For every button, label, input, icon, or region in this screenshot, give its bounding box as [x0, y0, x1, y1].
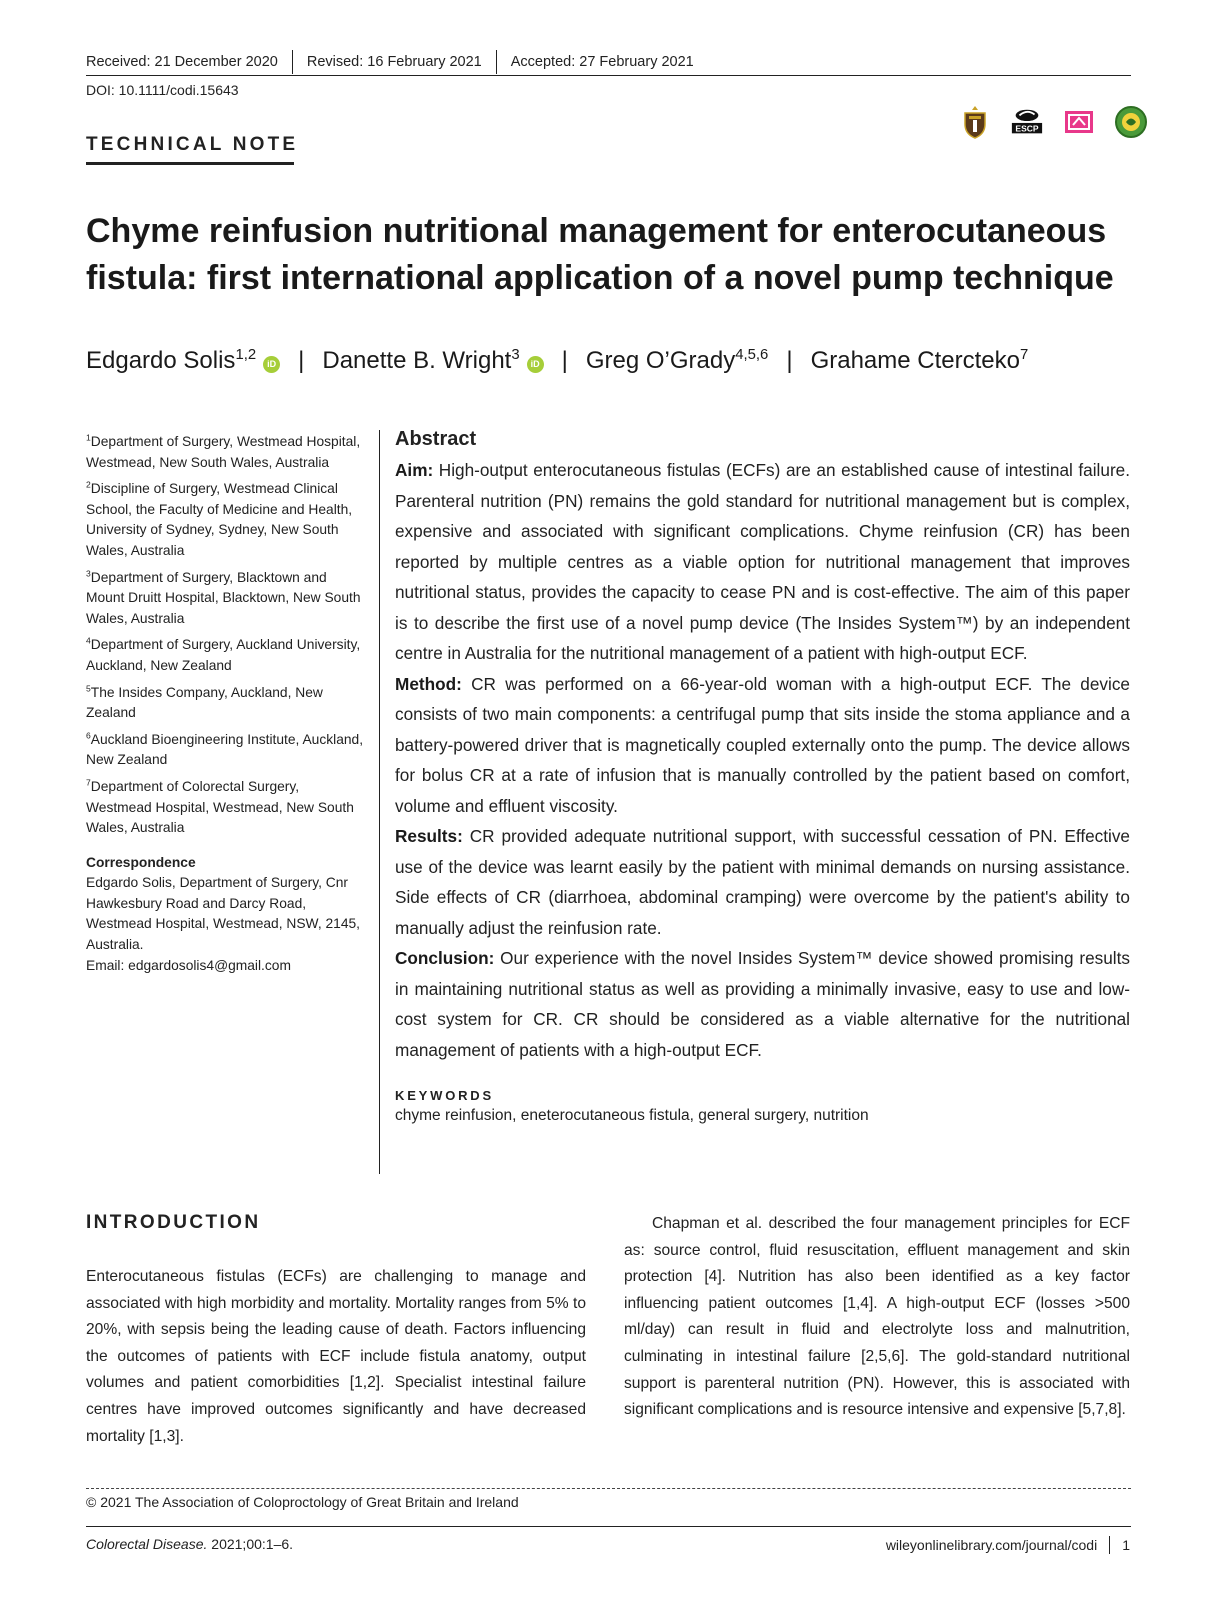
affiliation: $^6$Auckland Bioengineering Institute, Auckland, New Zealand — [86, 730, 364, 768]
escp-logo-text: ESCP — [1015, 123, 1039, 134]
affiliation: $^7$Department of Colorectal Surgery, Westmead Hospital, Westmead, New South Wales, Australia — [86, 777, 354, 836]
citation: Colorectal Disease. 2021;00:1–6. — [86, 1536, 294, 1552]
journal-url[interactable]: wileyonlinelibrary.com/journal/codi — [885, 1537, 1098, 1553]
doi[interactable]: DOI: 10.1111/codi.15643 — [86, 82, 239, 98]
green-society-logo-icon — [1114, 104, 1148, 140]
divider — [292, 50, 293, 74]
footer-rule — [86, 1526, 1131, 1527]
author-separator: | — [786, 347, 793, 374]
affiliations — [86, 432, 366, 976]
page-number: 1 — [1122, 1537, 1130, 1553]
abstract-heading: Abstract — [395, 428, 477, 450]
society-logos — [958, 104, 1148, 140]
article-title: Chyme reinfusion nutritional management for enterocutaneous fistula: first international application of a novel pump technique — [86, 212, 1114, 297]
crest-logo-icon — [958, 104, 992, 140]
affiliation: $^5$The Insides Company, Auckland, New Zealand — [86, 683, 323, 721]
author[interactable]: Grahame Ctercteko$^7$ — [810, 346, 1029, 374]
affiliation: $^1$Department of Surgery, Westmead Hospital, Westmead, New South Wales, Australia — [86, 432, 361, 470]
author[interactable]: Edgardo Solis$^{1,2}$iD — [86, 347, 280, 375]
correspondence-heading: Correspondence — [86, 854, 196, 870]
footnote-rule — [86, 1488, 1131, 1489]
header-rule — [86, 75, 1131, 76]
received-date: Received: 21 December 2020 — [86, 54, 278, 70]
pink-society-logo-icon — [1062, 104, 1096, 140]
keywords-heading: KEYWORDS — [395, 1088, 494, 1103]
intro-paragraph-1: Enterocutaneous fistulas (ECFs) are challenging to manage and associated with high morbidity and mortality. Mortality ranges from 5% to 20%, with sepsis being the leading cause of death. Factors influencing the outcomes of patients with ECF include fistula anatomy, output volumes and patient comorbidities [1,2]. Specialist intestinal failure centres have improved outcomes significantly and have decreased mortality [1,3]. — [86, 1268, 586, 1445]
abstract-results: Results: CR provided adequate nutritional support, with successful cessation of PN. Effective use of the device was learnt easily by the patient with minimal demands on nursing assistance. Side effects of CR (diarrhoea, abdominal cramping) were overcome by the patient's ability to manually adjust the reinfusion rate. — [395, 826, 1130, 938]
intro-paragraph-2: Chapman et al. described the four management principles for ECF as: source control, fluid resuscitation, effluent management and skin protection [4]. Nutrition has also been identified as a key factor influencing patient outcomes [1,4]. A high-output ECF (losses >500 ml/day) can result in fluid and electrolyte loss and malnutrition, culminating in intestinal failure [2,5,6]. The gold-standard nutritional support is parenteral nutrition (PN). However, this is associated with significant complications and is resource intensive and expensive [5,7,8]. — [624, 1215, 1130, 1419]
orcid-icon[interactable]: iD — [527, 356, 544, 373]
divider — [496, 50, 497, 74]
affiliation: $^2$Discipline of Surgery, Westmead Clinical School, the Faculty of Medicine and Health, University of Sydney, Sydney, New South Wales, Australia — [86, 479, 353, 558]
divider — [1109, 1536, 1110, 1554]
author[interactable]: Danette B. Wright$^3$iD — [322, 347, 543, 375]
affiliation: $^3$Department of Surgery, Blacktown and Mount Druitt Hospital, Blacktown, New South Wales, Australia — [86, 568, 361, 626]
affiliation: $^4$Department of Surgery, Auckland University, Auckland, New Zealand — [86, 636, 361, 673]
introduction-heading: INTRODUCTION — [86, 1212, 261, 1233]
author-separator: | — [561, 347, 568, 374]
accepted-date: Accepted: 27 February 2021 — [510, 54, 694, 70]
revised-date: Revised: 16 February 2021 — [306, 54, 482, 70]
footer-right — [886, 1536, 1130, 1554]
escp-logo-icon — [1010, 104, 1044, 140]
orcid-icon[interactable]: iD — [263, 356, 280, 373]
author-list — [86, 347, 1028, 375]
abstract-conclusion: Conclusion: Our experience with the novel Insides System™ device showed promising results in maintaining nutritional status as well as providing a minimally invasive, easy to use and low-cost system for CR. CR should be considered as a viable alternative for the nutritional management of patients with a high-output ECF. — [395, 948, 1130, 1060]
column-divider — [379, 430, 380, 1174]
copyright: © 2021 The Association of Coloproctology of Great Britain and Ireland — [86, 1494, 519, 1510]
keywords: chyme reinfusion, eneterocutaneous fistula, general surgery, nutrition — [395, 1107, 869, 1124]
correspondence-address: Edgardo Solis, Department of Surgery, Cnr Hawkesbury Road and Darcy Road, Westmead Hospital, Westmead, NSW, 2145, Australia. — [86, 875, 361, 953]
author[interactable]: Greg O’Grady$^{4,5,6}$ — [585, 346, 769, 374]
section-underline — [86, 162, 294, 165]
article-dates — [86, 50, 694, 74]
abstract — [395, 428, 1130, 1127]
section-label: TECHNICAL NOTE — [86, 134, 299, 155]
author-separator: | — [298, 347, 305, 374]
correspondence-email[interactable]: Email: edgardosolis4@gmail.com — [86, 957, 291, 973]
abstract-method: Method: CR was performed on a 66-year-old woman with a high-output ECF. The device consists of two main components: a centrifugal pump that sits inside the stoma appliance and a battery-powered driver that is magnetically coupled externally onto the pump. The device allows for bolus CR at a rate of infusion that is manually controlled by the patient based on comfort, volume and effluent viscosity. — [395, 673, 1130, 816]
abstract-aim: Aim: High-output enterocutaneous fistulas (ECFs) are an established cause of intestinal failure. Parenteral nutrition (PN) remains the gold standard for nutritional management but is complex, expensive and associated with significant complications. Chyme reinfusion (CR) has been reported by multiple centres as a viable option for nutritional management that improves nutritional status, provides the capacity to cease PN and is cost-effective. The aim of this paper is to describe the first use of a novel pump device (The Insides System™) by an independent centre in Australia for the nutritional management of a patient with high-output ECF. — [395, 460, 1130, 663]
